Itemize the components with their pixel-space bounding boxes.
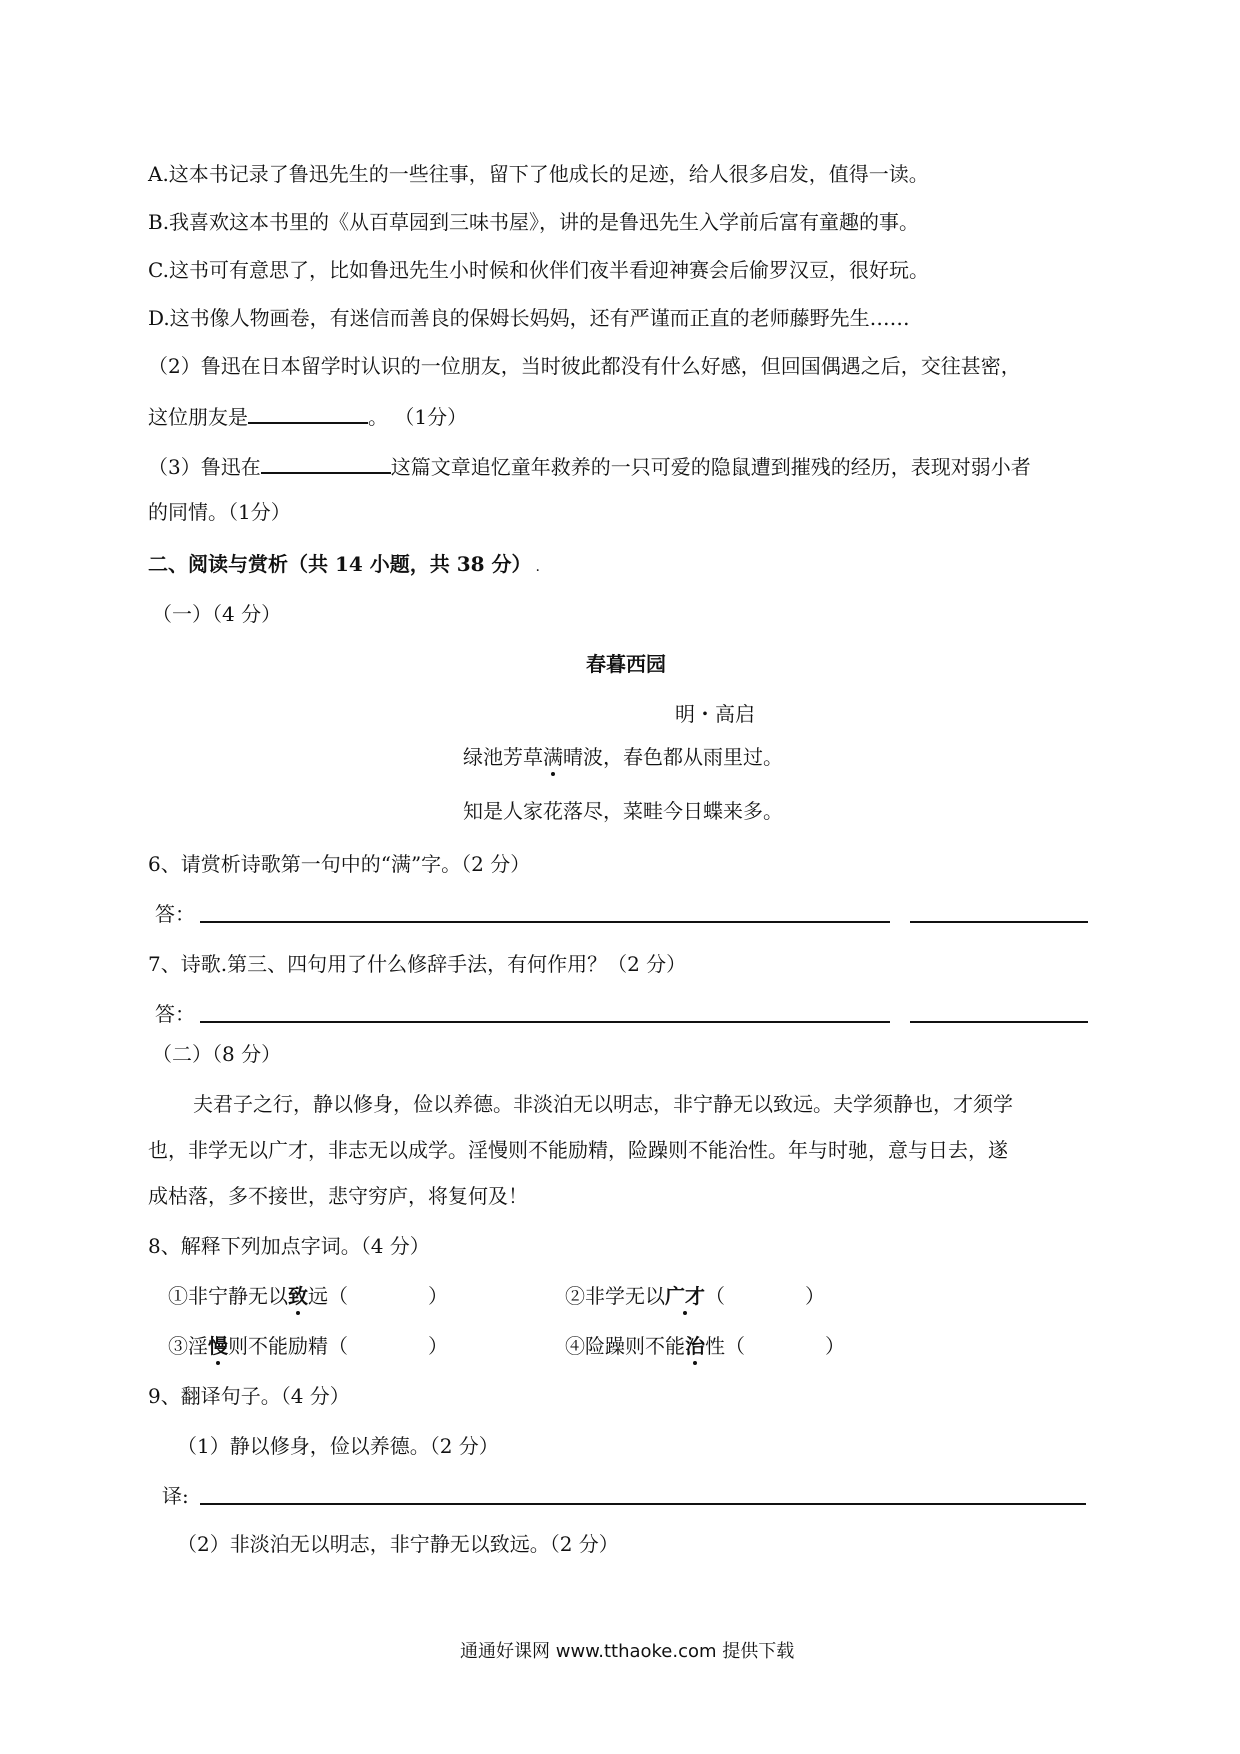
section2-title-text: 二、阅读与赏析（共 14 小题，共 38 分） xyxy=(148,552,532,576)
q8-item3-dotted: 慢 xyxy=(208,1334,228,1358)
q9-sentence2: （2）非淡泊无以明志，非宁静无以致远。（2 分） xyxy=(177,1532,619,1556)
poem-line1-a: 绿池芳草 xyxy=(463,745,543,769)
q8-item3 xyxy=(168,1332,448,1360)
q6-question: 6、请赏析诗歌第一句中的“满”字。（2 分） xyxy=(148,852,531,876)
option-c: C.这书可有意思了，比如鲁迅先生小时候和伙伴们夜半看迎神赛会后偷罗汉豆，很好玩。 xyxy=(148,258,929,282)
q7-answer-line[interactable] xyxy=(200,1021,890,1023)
q8-item1-pre: ①非宁静无以 xyxy=(168,1284,288,1308)
q8-item2-pre: ②非学无以 xyxy=(565,1284,665,1308)
part2-label: （二）（8 分） xyxy=(152,1042,282,1066)
q7-answer-line-2[interactable] xyxy=(910,1021,1088,1023)
q8-item2-post[interactable]: （ ） xyxy=(705,1284,825,1308)
option-a: A.这本书记录了鲁迅先生的一些往事，留下了他成长的足迹，给人很多启发，值得一读。 xyxy=(148,162,929,186)
q8-item1 xyxy=(168,1282,448,1310)
passage-line1: 夫君子之行，静以修身，俭以养德。非淡泊无以明志，非宁静无以致远。夫学须静也，才须学 xyxy=(193,1092,1013,1116)
section2-title-mark: . xyxy=(535,559,540,575)
q8-item2 xyxy=(565,1282,825,1310)
q6-answer-line-2[interactable] xyxy=(910,921,1088,923)
poem-author: 明・高启 xyxy=(675,702,755,726)
q8-item4-dotted: 治 xyxy=(685,1334,705,1358)
poem-title: 春暮西园 xyxy=(586,652,666,676)
poem-dotted-char: 满 xyxy=(543,745,563,769)
section2-title xyxy=(148,550,540,581)
q2-line2 xyxy=(148,400,467,431)
q3-line1 xyxy=(148,450,1031,481)
q8-item4-post[interactable]: 性（ ） xyxy=(705,1334,845,1358)
q8-item4-pre: ④险躁则不能 xyxy=(565,1334,685,1358)
q8-item3-pre: ③淫 xyxy=(168,1334,208,1358)
q9-sentence1: （1）静以修身，俭以养德。（2 分） xyxy=(177,1434,499,1458)
q3-blank[interactable] xyxy=(261,450,391,474)
q9-translate-line[interactable] xyxy=(200,1503,1086,1505)
poem-line1-b: 晴波，春色都从雨里过。 xyxy=(563,745,783,769)
q8-item2-dotted: 广才 xyxy=(665,1284,705,1308)
q9-translate-label: 译: xyxy=(162,1484,189,1508)
q2-line2-pre: 这位朋友是 xyxy=(148,405,248,429)
q8-title: 8、解释下列加点字词。（4 分） xyxy=(148,1234,430,1258)
q7-question: 7、诗歌.第三、四句用了什么修辞手法，有何作用？（2 分） xyxy=(148,952,687,976)
q9-title: 9、翻译句子。（4 分） xyxy=(148,1384,350,1408)
poem-line1 xyxy=(463,743,783,771)
q3-line1-pre: （3）鲁迅在 xyxy=(148,455,261,479)
q8-item4 xyxy=(565,1332,845,1360)
q2-line2-post: 。 （1分） xyxy=(368,405,468,429)
q3-line2: 的同情。（1分） xyxy=(148,500,291,524)
q2-blank[interactable] xyxy=(248,400,368,424)
page-footer: 通通好课网 www.tthaoke.com 提供下载 xyxy=(460,1641,795,1662)
q8-item1-post[interactable]: 远（ ） xyxy=(308,1284,448,1308)
passage-line2: 也，非学无以广才，非志无以成学。淫慢则不能励精，险躁则不能治性。年与时驰，意与日去，遂 xyxy=(148,1138,1008,1162)
poem-line2: 知是人家花落尽，菜畦今日蝶来多。 xyxy=(463,799,783,823)
q2-line1: （2）鲁迅在日本留学时认识的一位朋友，当时彼此都没有什么好感，但回国偶遇之后，交往甚密， xyxy=(148,354,1021,378)
q3-line1-post: 这篇文章追忆童年救养的一只可爱的隐鼠遭到摧残的经历，表现对弱小者 xyxy=(390,455,1031,479)
q8-item3-post[interactable]: 则不能励精（ ） xyxy=(228,1334,448,1358)
q6-answer-label: 答： xyxy=(155,902,195,926)
part1-label: （一）（4 分） xyxy=(152,602,282,626)
q8-item1-dotted: 致 xyxy=(288,1284,308,1308)
q6-answer-line[interactable] xyxy=(200,921,890,923)
q7-answer-label: 答： xyxy=(155,1002,195,1026)
option-d: D.这书像人物画卷，有迷信而善良的保姆长妈妈，还有严谨而正直的老师藤野先生…… xyxy=(148,306,910,330)
passage-line3: 成枯落，多不接世，悲守穷庐，将复何及！ xyxy=(148,1184,528,1208)
option-b: B.我喜欢这本书里的《从百草园到三味书屋》，讲的是鲁迅先生入学前后富有童趣的事。 xyxy=(148,210,920,234)
